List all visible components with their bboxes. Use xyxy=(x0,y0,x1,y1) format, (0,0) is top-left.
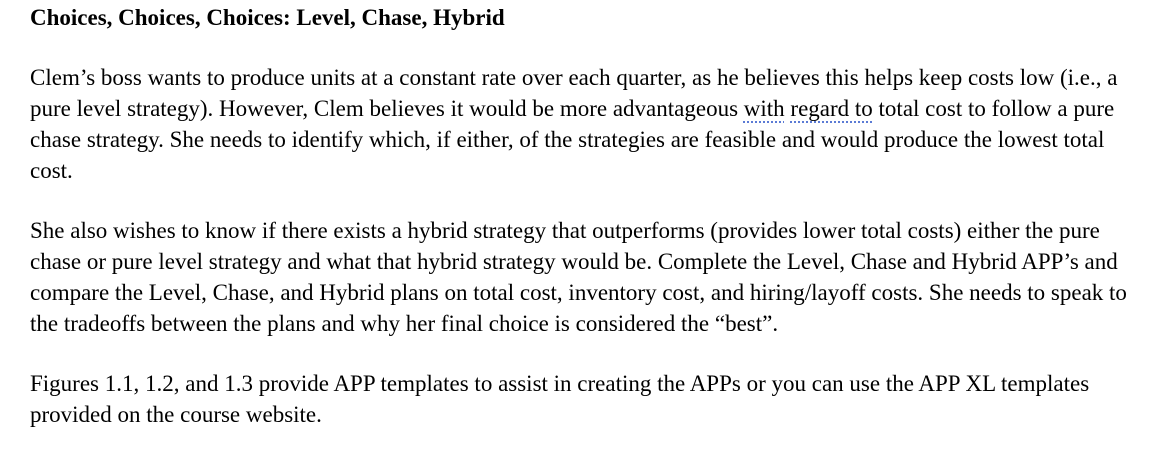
paragraph-1 xyxy=(30,62,1150,186)
paragraph-1-text-end: total cost to follow a pure chase strategy. She needs to identify which, if either, of the strategies are feasible and would produce the lowest total cost. xyxy=(30,96,1115,183)
grammar-flag-with[interactable]: with xyxy=(743,96,785,121)
document-body xyxy=(30,0,1150,430)
paragraph-3: Figures 1.1, 1.2, and 1.3 provide APP templates to assist in creating the APPs or you can use the APP XL templates provided on the course website. xyxy=(30,371,1090,427)
paragraph-2: She also wishes to know if there exists a hybrid strategy that outperforms (provides lower total costs) either the pure chase or pure level strategy and what that hybrid strategy would be. Complete the Level, Chase and Hybrid APP’s and compare the Level, Chase, and Hybrid plans on total cost, inventory cost, and hiring/layoff costs. She needs to speak to the tradeoffs between the plans and why her final choice is considered the “best”. xyxy=(30,218,1127,336)
section-heading: Choices, Choices, Choices: Level, Chase, Hybrid xyxy=(30,5,505,30)
paragraph-1-text-start: Clem’s boss wants to produce units at a constant rate over each quarter, as he believes this helps keep costs low (i.e., a pure level strategy). However, Clem believes it would be more advantageous xyxy=(30,65,1118,121)
grammar-flag-regard-to[interactable]: regard to xyxy=(790,96,873,121)
